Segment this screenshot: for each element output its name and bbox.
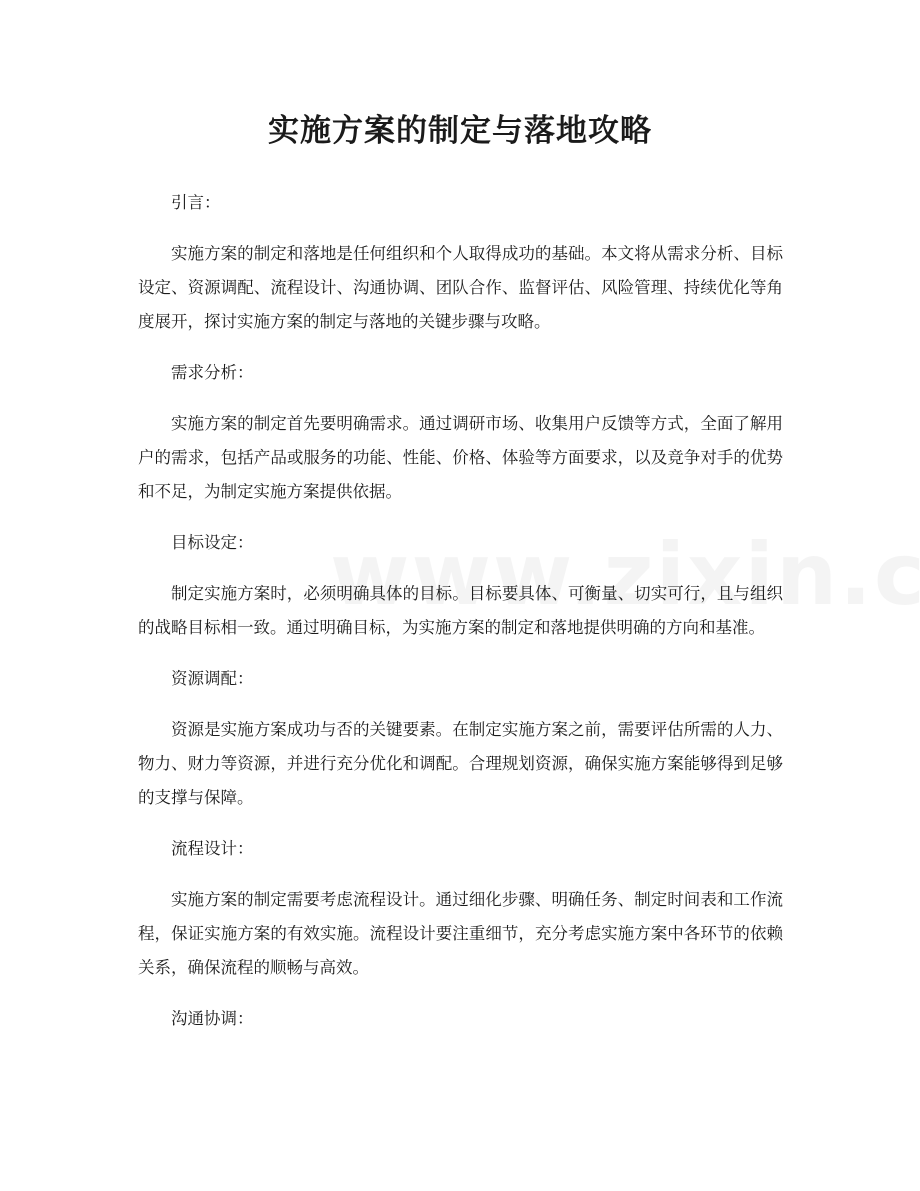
- section-communication: [138, 1002, 783, 1036]
- section-process-design: [138, 832, 783, 1002]
- section-heading: 引言：: [171, 193, 221, 212]
- section-paragraph: 资源是实施方案成功与否的关键要素。在制定实施方案之前，需要评估所需的人力、物力、财力等资源，并进行充分优化和调配。合理规划资源，确保实施方案能够得到足够的支撑与保障。: [138, 720, 783, 807]
- section-heading: 沟通协调：: [171, 1009, 254, 1028]
- section-paragraph: 制定实施方案时，必须明确具体的目标。目标要具体、可衡量、切实可行，且与组织的战略目标相一致。通过明确目标，为实施方案的制定和落地提供明确的方向和基准。: [138, 584, 783, 637]
- section-introduction: [138, 186, 783, 356]
- section-heading: 目标设定：: [171, 533, 254, 552]
- section-heading: 需求分析：: [171, 363, 254, 382]
- section-paragraph: 实施方案的制定和落地是任何组织和个人取得成功的基础。本文将从需求分析、目标设定、资源调配、流程设计、沟通协调、团队合作、监督评估、风险管理、持续优化等角度展开，探讨实施方案的制定与落地的关键步骤与攻略。: [138, 244, 783, 331]
- section-heading: 流程设计：: [171, 839, 254, 858]
- section-needs-analysis: [138, 356, 783, 526]
- section-resource-allocation: [138, 662, 783, 832]
- section-heading: 资源调配：: [171, 669, 254, 688]
- section-paragraph: 实施方案的制定首先要明确需求。通过调研市场、收集用户反馈等方式，全面了解用户的需求，包括产品或服务的功能、性能、价格、体验等方面要求，以及竞争对手的优势和不足，为制定实施方案提供依据。: [138, 414, 783, 501]
- section-paragraph: 实施方案的制定需要考虑流程设计。通过细化步骤、明确任务、制定时间表和工作流程，保证实施方案的有效实施。流程设计要注重细节，充分考虑实施方案中各环节的依赖关系，确保流程的顺畅与高效。: [138, 890, 783, 977]
- document-title: 实施方案的制定与落地攻略: [268, 113, 652, 149]
- section-goal-setting: [138, 526, 783, 662]
- document-body: [138, 186, 783, 1036]
